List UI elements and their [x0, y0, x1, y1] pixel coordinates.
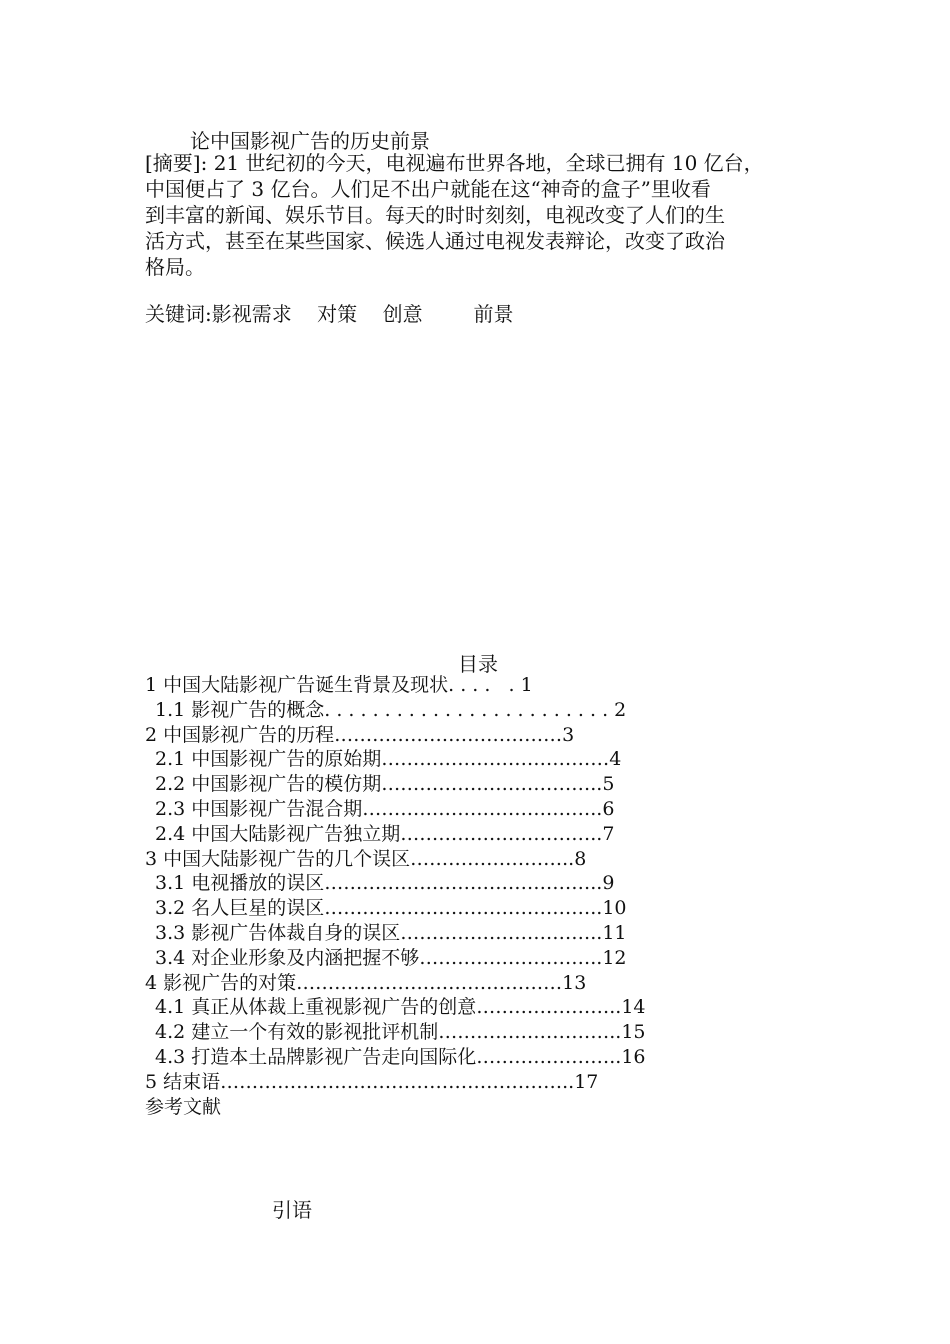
toc-entry: 3.4 对企业形象及内涵把握不够………………………..12: [155, 946, 627, 969]
abstract-line: 格局。: [145, 255, 205, 279]
toc-entry: 2.1 中国影视广告的原始期………………………………4: [155, 748, 622, 771]
toc-entry: 3.1 电视播放的误区……………………………………..9: [155, 872, 615, 895]
toc-entry: 5 结束语………………………………………………..17: [145, 1070, 599, 1093]
toc-entry: 4.1 真正从体裁上重视影视广告的创意…………………..14: [155, 996, 646, 1019]
toc-entry: 2.2 中国影视广告的模仿期……………………………..5: [155, 773, 615, 796]
toc-entry: 2.3 中国影视广告混合期………………………………..6: [155, 797, 615, 820]
toc-entry: 4.3 打造本土品牌影视广告走向国际化…………………..16: [155, 1045, 646, 1068]
toc-entry: 3.2 名人巨星的误区……………………………………..10: [155, 897, 627, 920]
document-title: 论中国影视广告的历史前景: [190, 129, 430, 153]
toc-title: 目录: [458, 652, 498, 676]
abstract: [145, 150, 825, 280]
intro-heading: 引语: [272, 1198, 312, 1222]
table-of-contents: [145, 673, 646, 1119]
abstract-line: 中国便占了 3 亿台。人们足不出户就能在这“神奇的盒子”里收看: [145, 177, 711, 201]
toc-entry: 4 影视广告的对策……………………………………13: [145, 971, 587, 994]
toc-entry: 3 中国大陆影视广告的几个误区……………………..8: [145, 847, 587, 870]
toc-entry: 2 中国影视广告的历程………………………………3: [145, 723, 575, 746]
toc-entry: 2.4 中国大陆影视广告独立期…………………………..7: [155, 822, 615, 845]
toc-entry: 参考文献: [145, 1095, 222, 1118]
abstract-line: 活方式，甚至在某些国家、候选人通过电视发表辩论，改变了政治: [145, 229, 725, 253]
abstract-line: [摘要]: 21 世纪初的今天，电视遍布世界各地，全球已拥有 10 亿台，: [145, 151, 764, 175]
abstract-line: 到丰富的新闻、娱乐节目。每天的时时刻刻，电视改变了人们的生: [145, 203, 725, 227]
toc-entry: 3.3 影视广告体裁自身的误区…………………………..11: [155, 921, 627, 944]
toc-entry: 1 中国大陆影视广告诞生背景及现状. . . . . 1: [145, 674, 533, 696]
keywords: 关键词:影视需求 对策 创意 前景: [145, 302, 514, 326]
toc-entry: 1.1 影视广告的概念. . . . . . . . . . . . . . . . . . . . . . . . 2: [155, 698, 627, 721]
toc-entry: 4.2 建立一个有效的影视批评机制………………………..15: [155, 1021, 646, 1044]
